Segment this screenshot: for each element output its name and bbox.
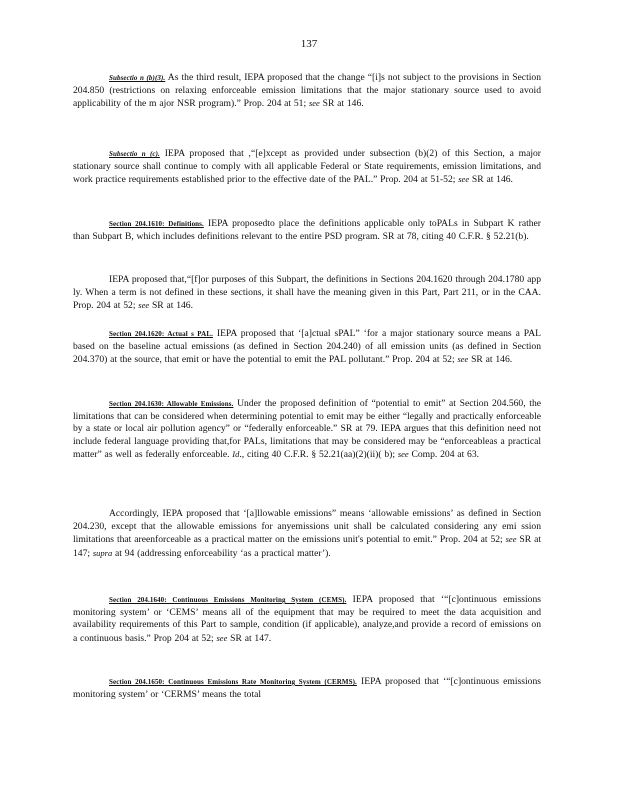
paragraph-text: Accordingly, IEPA proposed that ‘[a]llowable emissions” means ‘allowable emissions’ as defined in Section 204.230, except that the allowable emissions for anyemissions unit shall be calculated considering any emi ssion limitations that areenforceable as a practical matter on the emissions unit's potential to emit.” Prop. 204 at 52; bbox=[73, 508, 541, 545]
paragraph-section-1610 bbox=[73, 218, 541, 243]
section-heading: Section 204.1610: Definitions. bbox=[109, 220, 204, 228]
paragraph-text: Comp. 204 at 63. bbox=[408, 449, 480, 460]
paragraph-text: IEPA proposed that,“[f]or purposes of this Subpart, the definitions in Sections 204.1620 through 204.1780 app ly. When a term is not defined in these sections, it shall have the meaning given in this Part, Part 211, or in the CAA. Prop. 204 at 52; bbox=[73, 274, 541, 311]
paragraph-text: IEPA proposedto place the definitions applicable only toPALs in Subpart K rather than Subpart B, which includes definitions relevant to the entire PSD program. SR at 78, citing 40 C.F.R. § 52.21(b). bbox=[73, 218, 542, 242]
section-heading: Section 204.1620: Actual s PAL. bbox=[109, 330, 213, 338]
section-heading: Section 204.1650: Continuous Emissions Rate Monitoring System (CERMS). bbox=[109, 678, 357, 686]
citation-signal: supra bbox=[92, 547, 113, 558]
paragraph-text: SR at 147. bbox=[227, 632, 272, 644]
paragraph-text: IEPA proposed that ‘“[c]ontinuous emissions monitoring system’ or ‘CERMS’ means the total bbox=[73, 676, 542, 700]
paragraph-text: IEPA proposed that ‘“[c]ontinuous emissions monitoring system’ or ‘CEMS’ means all of the equipment that may be required to meet the data acquisition and availability requirements of this Part to sample, condition (if applicable), analyze,and provide a record of emissions on a continuous basis.” Prop 204 at 52; bbox=[73, 594, 542, 644]
paragraph-text: IEPA proposed that ,“[e]xcept as provided under subsection (b)(2) of this Section, a major stationary source shall continue to comply with all applicable Federal or State requirements, emission limitations, and work practice requirements established prior to the effective date of the PAL.” Prop. 204 at 51-52; bbox=[73, 148, 541, 185]
citation-signal: see bbox=[505, 534, 517, 544]
paragraph-text: Under the proposed definition of “potential to emit” at Section 204.560, the limitations that can be considered when determining potential to emit may be either “legally and practically enforceable by a state or local air pollution agency” or “federally enforceable.” SR at 79. IEPA argues that this definition need not include federal language providing that,for PALs, limitations that may be considered may be “enforceableas a practical matter” as well as federally enforceable. bbox=[73, 398, 542, 460]
paragraph-allowable-emissions bbox=[73, 508, 541, 560]
paragraph-subsection-b3 bbox=[73, 72, 541, 111]
section-heading: Subsectio n (c). bbox=[109, 150, 160, 158]
paragraph-text: SR at 146. bbox=[319, 98, 364, 109]
citation-signal: see bbox=[458, 174, 470, 184]
paragraph-text: IEPA proposed that ‘[a]ctual sPAL” ‘for a major stationary source means a PAL based on the baseline actual emissions (as defined in Section 204.240) of all emission units (as defined in Section 204.370) at the source, that emit or have the potential to emit the PAL pollutant.” Prop. 204 at 52; bbox=[73, 328, 541, 365]
paragraph-section-1630 bbox=[73, 398, 541, 462]
citation-signal: see bbox=[397, 449, 409, 459]
paragraph-text: SR at 146. bbox=[149, 300, 193, 311]
paragraph-text: ., citing 40 C.F.R. § 52.21(aa)(2)(ii)( b); bbox=[239, 449, 398, 460]
paragraph-section-1640 bbox=[73, 594, 541, 645]
citation-signal: see bbox=[216, 632, 228, 643]
section-heading: Subsectio n (b)(3). bbox=[109, 74, 166, 82]
paragraph-section-1650 bbox=[73, 676, 541, 701]
paragraph-text: SR at 147; bbox=[73, 534, 541, 559]
paragraph-text: at 94 (addressing enforceability ‘as a practical matter’). bbox=[112, 547, 331, 559]
citation-signal: see bbox=[138, 300, 150, 310]
citation-signal: see bbox=[308, 98, 320, 108]
paragraph-text: As the third result, IEPA proposed that the change “[i]s not subject to the provisions in Section 204.850 (restrictions on relaxing enforceable emission limitations that the major stationary source used to avoid applicability of the m ajor NSR program).” Prop. 204 at 51; bbox=[73, 72, 541, 109]
paragraph-definitions-scope bbox=[73, 274, 541, 313]
page-number: 137 bbox=[300, 38, 318, 50]
paragraph-text: SR at 146. bbox=[468, 354, 513, 365]
citation-signal: see bbox=[457, 354, 469, 364]
paragraph-text: SR at 146. bbox=[469, 174, 513, 185]
paragraph-subsection-c bbox=[73, 148, 541, 187]
section-heading: Section 204.1630: Allowable Emissions. bbox=[109, 400, 234, 408]
paragraph-section-1620 bbox=[73, 328, 541, 367]
section-heading: Section 204.1640: Continuous Emissions Monitoring System (CEMS). bbox=[109, 596, 347, 604]
citation-signal: Id bbox=[232, 449, 240, 459]
